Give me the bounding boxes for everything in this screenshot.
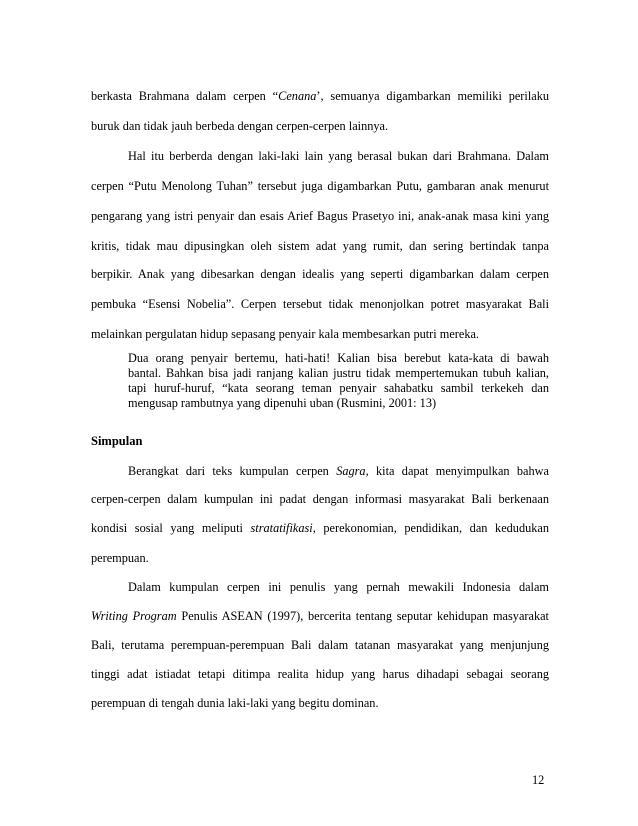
- text-line: cerpen-cerpen dalam kumpulan ini padat dengan informasi masyarakat Bali berkenaan: [91, 492, 549, 506]
- text-line: pengarang yang istri penyair dan esais Arief Bagus Prasetyo ini, anak-anak masa kini yang: [91, 209, 549, 223]
- text-line: pembuka “Esensi Nobelia”. Cerpen tersebut tidak menonjolkan potret masyarakat Bali: [91, 297, 549, 311]
- quote-line: bantal. Bahkan bisa jadi ranjang kalian justru tidak mempertemukan tubuh kalian,: [128, 366, 549, 380]
- section-heading: Simpulan: [91, 434, 143, 448]
- text-line: kritis, tidak mau dipusingkan oleh sistem adat yang rumit, dan sering bertindak tanpa: [91, 239, 549, 253]
- text-line: buruk dan tidak jauh berbeda dengan cerpen-cerpen lainnya.: [91, 119, 389, 133]
- quote-line: mengusap rambutnya yang dipenuhi uban (Rusmini, 2001: 13): [128, 396, 437, 410]
- text-line: kondisi sosial yang meliputi stratatifikasi, perekonomian, pendidikan, dan kedudukan: [91, 521, 549, 535]
- text-line: Dalam kumpulan cerpen ini penulis yang pernah mewakili Indonesia dalam: [128, 580, 549, 594]
- text-line: Hal itu berberda dengan laki-laki lain yang berasal bukan dari Brahmana. Dalam: [128, 149, 549, 163]
- text-line: cerpen “Putu Menolong Tuhan” tersebut juga digambarkan Putu, gambaran anak menurut: [91, 179, 549, 193]
- text-line: tinggi adat istiadat tetapi ditimpa realita hidup yang harus dihadapi sebagai seorang: [91, 667, 549, 681]
- text-line: perempuan.: [91, 551, 149, 565]
- quote-line: Dua orang penyair bertemu, hati-hati! Kalian bisa berebut kata-kata di bawah: [128, 351, 549, 365]
- text-line: berkasta Brahmana dalam cerpen “Cenana’, semuanya digambarkan memiliki perilaku: [91, 89, 549, 103]
- text-line: melainkan pergulatan hidup sepasang penyair kala membesarkan putri mereka.: [91, 327, 480, 341]
- text-line: perempuan di tengah dunia laki-laki yang begitu dominan.: [91, 696, 379, 710]
- quote-line: tapi huruf-huruf, “kata seorang teman penyair sahabatku sambil terkekeh dan: [128, 381, 549, 395]
- text-line: Berangkat dari teks kumpulan cerpen Sagra, kita dapat menyimpulkan bahwa: [128, 464, 550, 478]
- page-number: 12: [532, 773, 545, 787]
- text-line: berpikir. Anak yang dibesarkan dengan idealis yang seperti digambarkan dalam cerpen: [91, 267, 549, 281]
- text-line: Bali, terutama perempuan-perempuan Bali dalam tatanan masyarakat yang menjunjung: [91, 638, 549, 652]
- text-line: Writing Program Penulis ASEAN (1997), bercerita tentang seputar kehidupan masyarakat: [91, 609, 549, 623]
